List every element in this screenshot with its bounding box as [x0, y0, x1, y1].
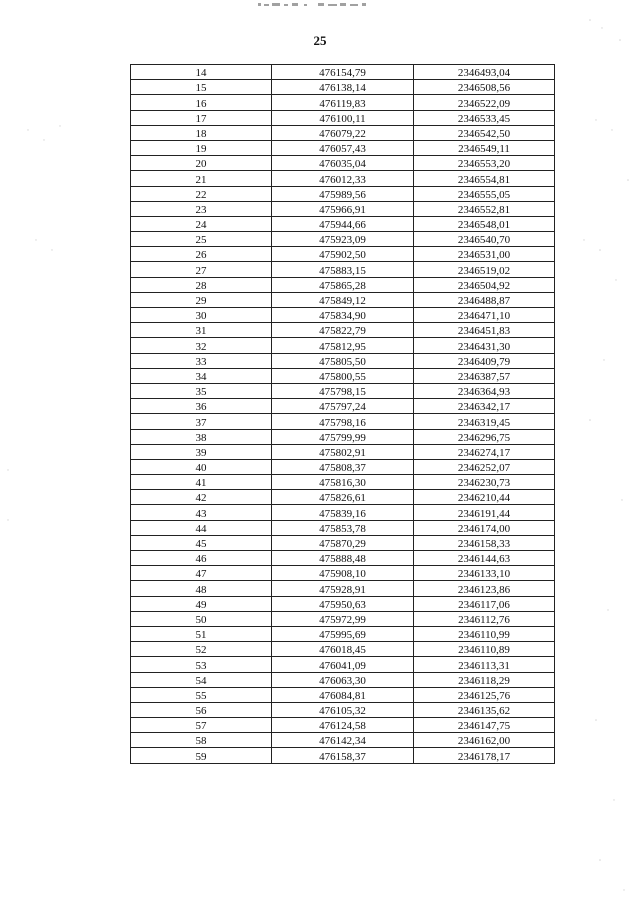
table-row — [131, 338, 555, 353]
point-number-cell: 43 — [131, 505, 272, 520]
table-row — [131, 308, 555, 323]
point-number-cell: 26 — [131, 247, 272, 262]
table-row — [131, 520, 555, 535]
table-row — [131, 414, 555, 429]
x-coordinate-cell: 475888,48 — [272, 551, 414, 566]
point-number-cell: 25 — [131, 232, 272, 247]
x-coordinate-cell: 475826,61 — [272, 490, 414, 505]
y-coordinate-cell: 2346364,93 — [414, 383, 555, 398]
y-coordinate-cell: 2346508,56 — [414, 80, 555, 95]
x-coordinate-cell: 476158,37 — [272, 748, 414, 763]
x-coordinate-cell: 475972,99 — [272, 611, 414, 626]
table-row — [131, 444, 555, 459]
y-coordinate-cell: 2346409,79 — [414, 353, 555, 368]
table-row — [131, 551, 555, 566]
x-coordinate-cell: 476124,58 — [272, 718, 414, 733]
point-number-cell: 54 — [131, 672, 272, 687]
x-coordinate-cell: 475995,69 — [272, 626, 414, 641]
point-number-cell: 46 — [131, 551, 272, 566]
y-coordinate-cell: 2346252,07 — [414, 459, 555, 474]
x-coordinate-cell: 476142,34 — [272, 733, 414, 748]
x-coordinate-cell: 476105,32 — [272, 702, 414, 717]
table-row — [131, 490, 555, 505]
y-coordinate-cell: 2346162,00 — [414, 733, 555, 748]
x-coordinate-cell: 475865,28 — [272, 277, 414, 292]
point-number-cell: 24 — [131, 216, 272, 231]
x-coordinate-cell: 476018,45 — [272, 642, 414, 657]
table-row — [131, 566, 555, 581]
point-number-cell: 41 — [131, 475, 272, 490]
x-coordinate-cell: 475944,66 — [272, 216, 414, 231]
table-row — [131, 353, 555, 368]
y-coordinate-cell: 2346504,92 — [414, 277, 555, 292]
y-coordinate-cell: 2346174,00 — [414, 520, 555, 535]
x-coordinate-cell: 475799,99 — [272, 429, 414, 444]
y-coordinate-cell: 2346533,45 — [414, 110, 555, 125]
x-coordinate-cell: 475839,16 — [272, 505, 414, 520]
x-coordinate-cell: 476154,79 — [272, 65, 414, 80]
table-row — [131, 611, 555, 626]
y-coordinate-cell: 2346531,00 — [414, 247, 555, 262]
table-row — [131, 581, 555, 596]
y-coordinate-cell: 2346540,70 — [414, 232, 555, 247]
x-coordinate-cell: 475798,16 — [272, 414, 414, 429]
y-coordinate-cell: 2346542,50 — [414, 125, 555, 140]
table-row — [131, 657, 555, 672]
x-coordinate-cell: 476057,43 — [272, 140, 414, 155]
y-coordinate-cell: 2346125,76 — [414, 687, 555, 702]
point-number-cell: 23 — [131, 201, 272, 216]
point-number-cell: 50 — [131, 611, 272, 626]
y-coordinate-cell: 2346554,81 — [414, 171, 555, 186]
page-number: 25 — [313, 33, 327, 48]
table-row — [131, 505, 555, 520]
y-coordinate-cell: 2346123,86 — [414, 581, 555, 596]
y-coordinate-cell: 2346549,11 — [414, 140, 555, 155]
y-coordinate-cell: 2346451,83 — [414, 323, 555, 338]
table-row — [131, 642, 555, 657]
coordinates-table — [130, 64, 555, 764]
point-number-cell: 58 — [131, 733, 272, 748]
x-coordinate-cell: 475802,91 — [272, 444, 414, 459]
table-row — [131, 702, 555, 717]
table-row — [131, 429, 555, 444]
y-coordinate-cell: 2346555,05 — [414, 186, 555, 201]
table-row — [131, 626, 555, 641]
point-number-cell: 16 — [131, 95, 272, 110]
x-coordinate-cell: 475805,50 — [272, 353, 414, 368]
table-row — [131, 262, 555, 277]
x-coordinate-cell: 475853,78 — [272, 520, 414, 535]
y-coordinate-cell: 2346493,04 — [414, 65, 555, 80]
x-coordinate-cell: 475808,37 — [272, 459, 414, 474]
point-number-cell: 17 — [131, 110, 272, 125]
x-coordinate-cell: 476084,81 — [272, 687, 414, 702]
point-number-cell: 27 — [131, 262, 272, 277]
table-row — [131, 201, 555, 216]
point-number-cell: 37 — [131, 414, 272, 429]
y-coordinate-cell: 2346522,09 — [414, 95, 555, 110]
point-number-cell: 18 — [131, 125, 272, 140]
y-coordinate-cell: 2346117,06 — [414, 596, 555, 611]
y-coordinate-cell: 2346230,73 — [414, 475, 555, 490]
x-coordinate-cell: 476035,04 — [272, 156, 414, 171]
x-coordinate-cell: 475822,79 — [272, 323, 414, 338]
y-coordinate-cell: 2346387,57 — [414, 368, 555, 383]
x-coordinate-cell: 475870,29 — [272, 535, 414, 550]
table-row — [131, 232, 555, 247]
y-coordinate-cell: 2346135,62 — [414, 702, 555, 717]
y-coordinate-cell: 2346147,75 — [414, 718, 555, 733]
point-number-cell: 53 — [131, 657, 272, 672]
x-coordinate-cell: 475834,90 — [272, 308, 414, 323]
point-number-cell: 40 — [131, 459, 272, 474]
table-row — [131, 687, 555, 702]
coordinates-table-body — [131, 65, 555, 764]
y-coordinate-cell: 2346158,33 — [414, 535, 555, 550]
table-row — [131, 140, 555, 155]
table-row — [131, 748, 555, 763]
y-coordinate-cell: 2346113,31 — [414, 657, 555, 672]
point-number-cell: 30 — [131, 308, 272, 323]
y-coordinate-cell: 2346553,20 — [414, 156, 555, 171]
x-coordinate-cell: 476138,14 — [272, 80, 414, 95]
point-number-cell: 57 — [131, 718, 272, 733]
point-number-cell: 29 — [131, 292, 272, 307]
y-coordinate-cell: 2346112,76 — [414, 611, 555, 626]
x-coordinate-cell: 476063,30 — [272, 672, 414, 687]
table-row — [131, 247, 555, 262]
point-number-cell: 56 — [131, 702, 272, 717]
point-number-cell: 48 — [131, 581, 272, 596]
x-coordinate-cell: 475966,91 — [272, 201, 414, 216]
point-number-cell: 15 — [131, 80, 272, 95]
y-coordinate-cell: 2346519,02 — [414, 262, 555, 277]
y-coordinate-cell: 2346178,17 — [414, 748, 555, 763]
table-row — [131, 535, 555, 550]
table-row — [131, 596, 555, 611]
point-number-cell: 33 — [131, 353, 272, 368]
table-row — [131, 383, 555, 398]
point-number-cell: 22 — [131, 186, 272, 201]
table-row — [131, 399, 555, 414]
point-number-cell: 28 — [131, 277, 272, 292]
point-number-cell: 59 — [131, 748, 272, 763]
point-number-cell: 51 — [131, 626, 272, 641]
x-coordinate-cell: 475928,91 — [272, 581, 414, 596]
x-coordinate-cell: 476079,22 — [272, 125, 414, 140]
table-row — [131, 672, 555, 687]
x-coordinate-cell: 476100,11 — [272, 110, 414, 125]
y-coordinate-cell: 2346118,29 — [414, 672, 555, 687]
y-coordinate-cell: 2346296,75 — [414, 429, 555, 444]
table-row — [131, 65, 555, 80]
y-coordinate-cell: 2346552,81 — [414, 201, 555, 216]
table-row — [131, 125, 555, 140]
y-coordinate-cell: 2346319,45 — [414, 414, 555, 429]
x-coordinate-cell: 476012,33 — [272, 171, 414, 186]
point-number-cell: 32 — [131, 338, 272, 353]
table-row — [131, 718, 555, 733]
x-coordinate-cell: 475816,30 — [272, 475, 414, 490]
point-number-cell: 31 — [131, 323, 272, 338]
point-number-cell: 45 — [131, 535, 272, 550]
y-coordinate-cell: 2346110,89 — [414, 642, 555, 657]
x-coordinate-cell: 475883,15 — [272, 262, 414, 277]
y-coordinate-cell: 2346471,10 — [414, 308, 555, 323]
x-coordinate-cell: 475812,95 — [272, 338, 414, 353]
y-coordinate-cell: 2346342,17 — [414, 399, 555, 414]
table-row — [131, 292, 555, 307]
point-number-cell: 36 — [131, 399, 272, 414]
point-number-cell: 38 — [131, 429, 272, 444]
table-row — [131, 171, 555, 186]
y-coordinate-cell: 2346431,30 — [414, 338, 555, 353]
table-row — [131, 277, 555, 292]
point-number-cell: 44 — [131, 520, 272, 535]
point-number-cell: 55 — [131, 687, 272, 702]
table-row — [131, 368, 555, 383]
y-coordinate-cell: 2346274,17 — [414, 444, 555, 459]
point-number-cell: 21 — [131, 171, 272, 186]
y-coordinate-cell: 2346191,44 — [414, 505, 555, 520]
y-coordinate-cell: 2346144,63 — [414, 551, 555, 566]
point-number-cell: 34 — [131, 368, 272, 383]
point-number-cell: 42 — [131, 490, 272, 505]
point-number-cell: 39 — [131, 444, 272, 459]
x-coordinate-cell: 475950,63 — [272, 596, 414, 611]
x-coordinate-cell: 475798,15 — [272, 383, 414, 398]
y-coordinate-cell: 2346548,01 — [414, 216, 555, 231]
table-row — [131, 459, 555, 474]
x-coordinate-cell: 475800,55 — [272, 368, 414, 383]
point-number-cell: 52 — [131, 642, 272, 657]
x-coordinate-cell: 476119,83 — [272, 95, 414, 110]
x-coordinate-cell: 475902,50 — [272, 247, 414, 262]
point-number-cell: 35 — [131, 383, 272, 398]
table-row — [131, 80, 555, 95]
table-row — [131, 475, 555, 490]
y-coordinate-cell: 2346488,87 — [414, 292, 555, 307]
point-number-cell: 19 — [131, 140, 272, 155]
table-row — [131, 110, 555, 125]
x-coordinate-cell: 475797,24 — [272, 399, 414, 414]
x-coordinate-cell: 475908,10 — [272, 566, 414, 581]
table-row — [131, 95, 555, 110]
table-row — [131, 156, 555, 171]
x-coordinate-cell: 475923,09 — [272, 232, 414, 247]
point-number-cell: 20 — [131, 156, 272, 171]
x-coordinate-cell: 475989,56 — [272, 186, 414, 201]
y-coordinate-cell: 2346110,99 — [414, 626, 555, 641]
table-row — [131, 186, 555, 201]
point-number-cell: 14 — [131, 65, 272, 80]
table-row — [131, 323, 555, 338]
y-coordinate-cell: 2346210,44 — [414, 490, 555, 505]
x-coordinate-cell: 475849,12 — [272, 292, 414, 307]
point-number-cell: 47 — [131, 566, 272, 581]
point-number-cell: 49 — [131, 596, 272, 611]
y-coordinate-cell: 2346133,10 — [414, 566, 555, 581]
table-row — [131, 733, 555, 748]
x-coordinate-cell: 476041,09 — [272, 657, 414, 672]
table-row — [131, 216, 555, 231]
